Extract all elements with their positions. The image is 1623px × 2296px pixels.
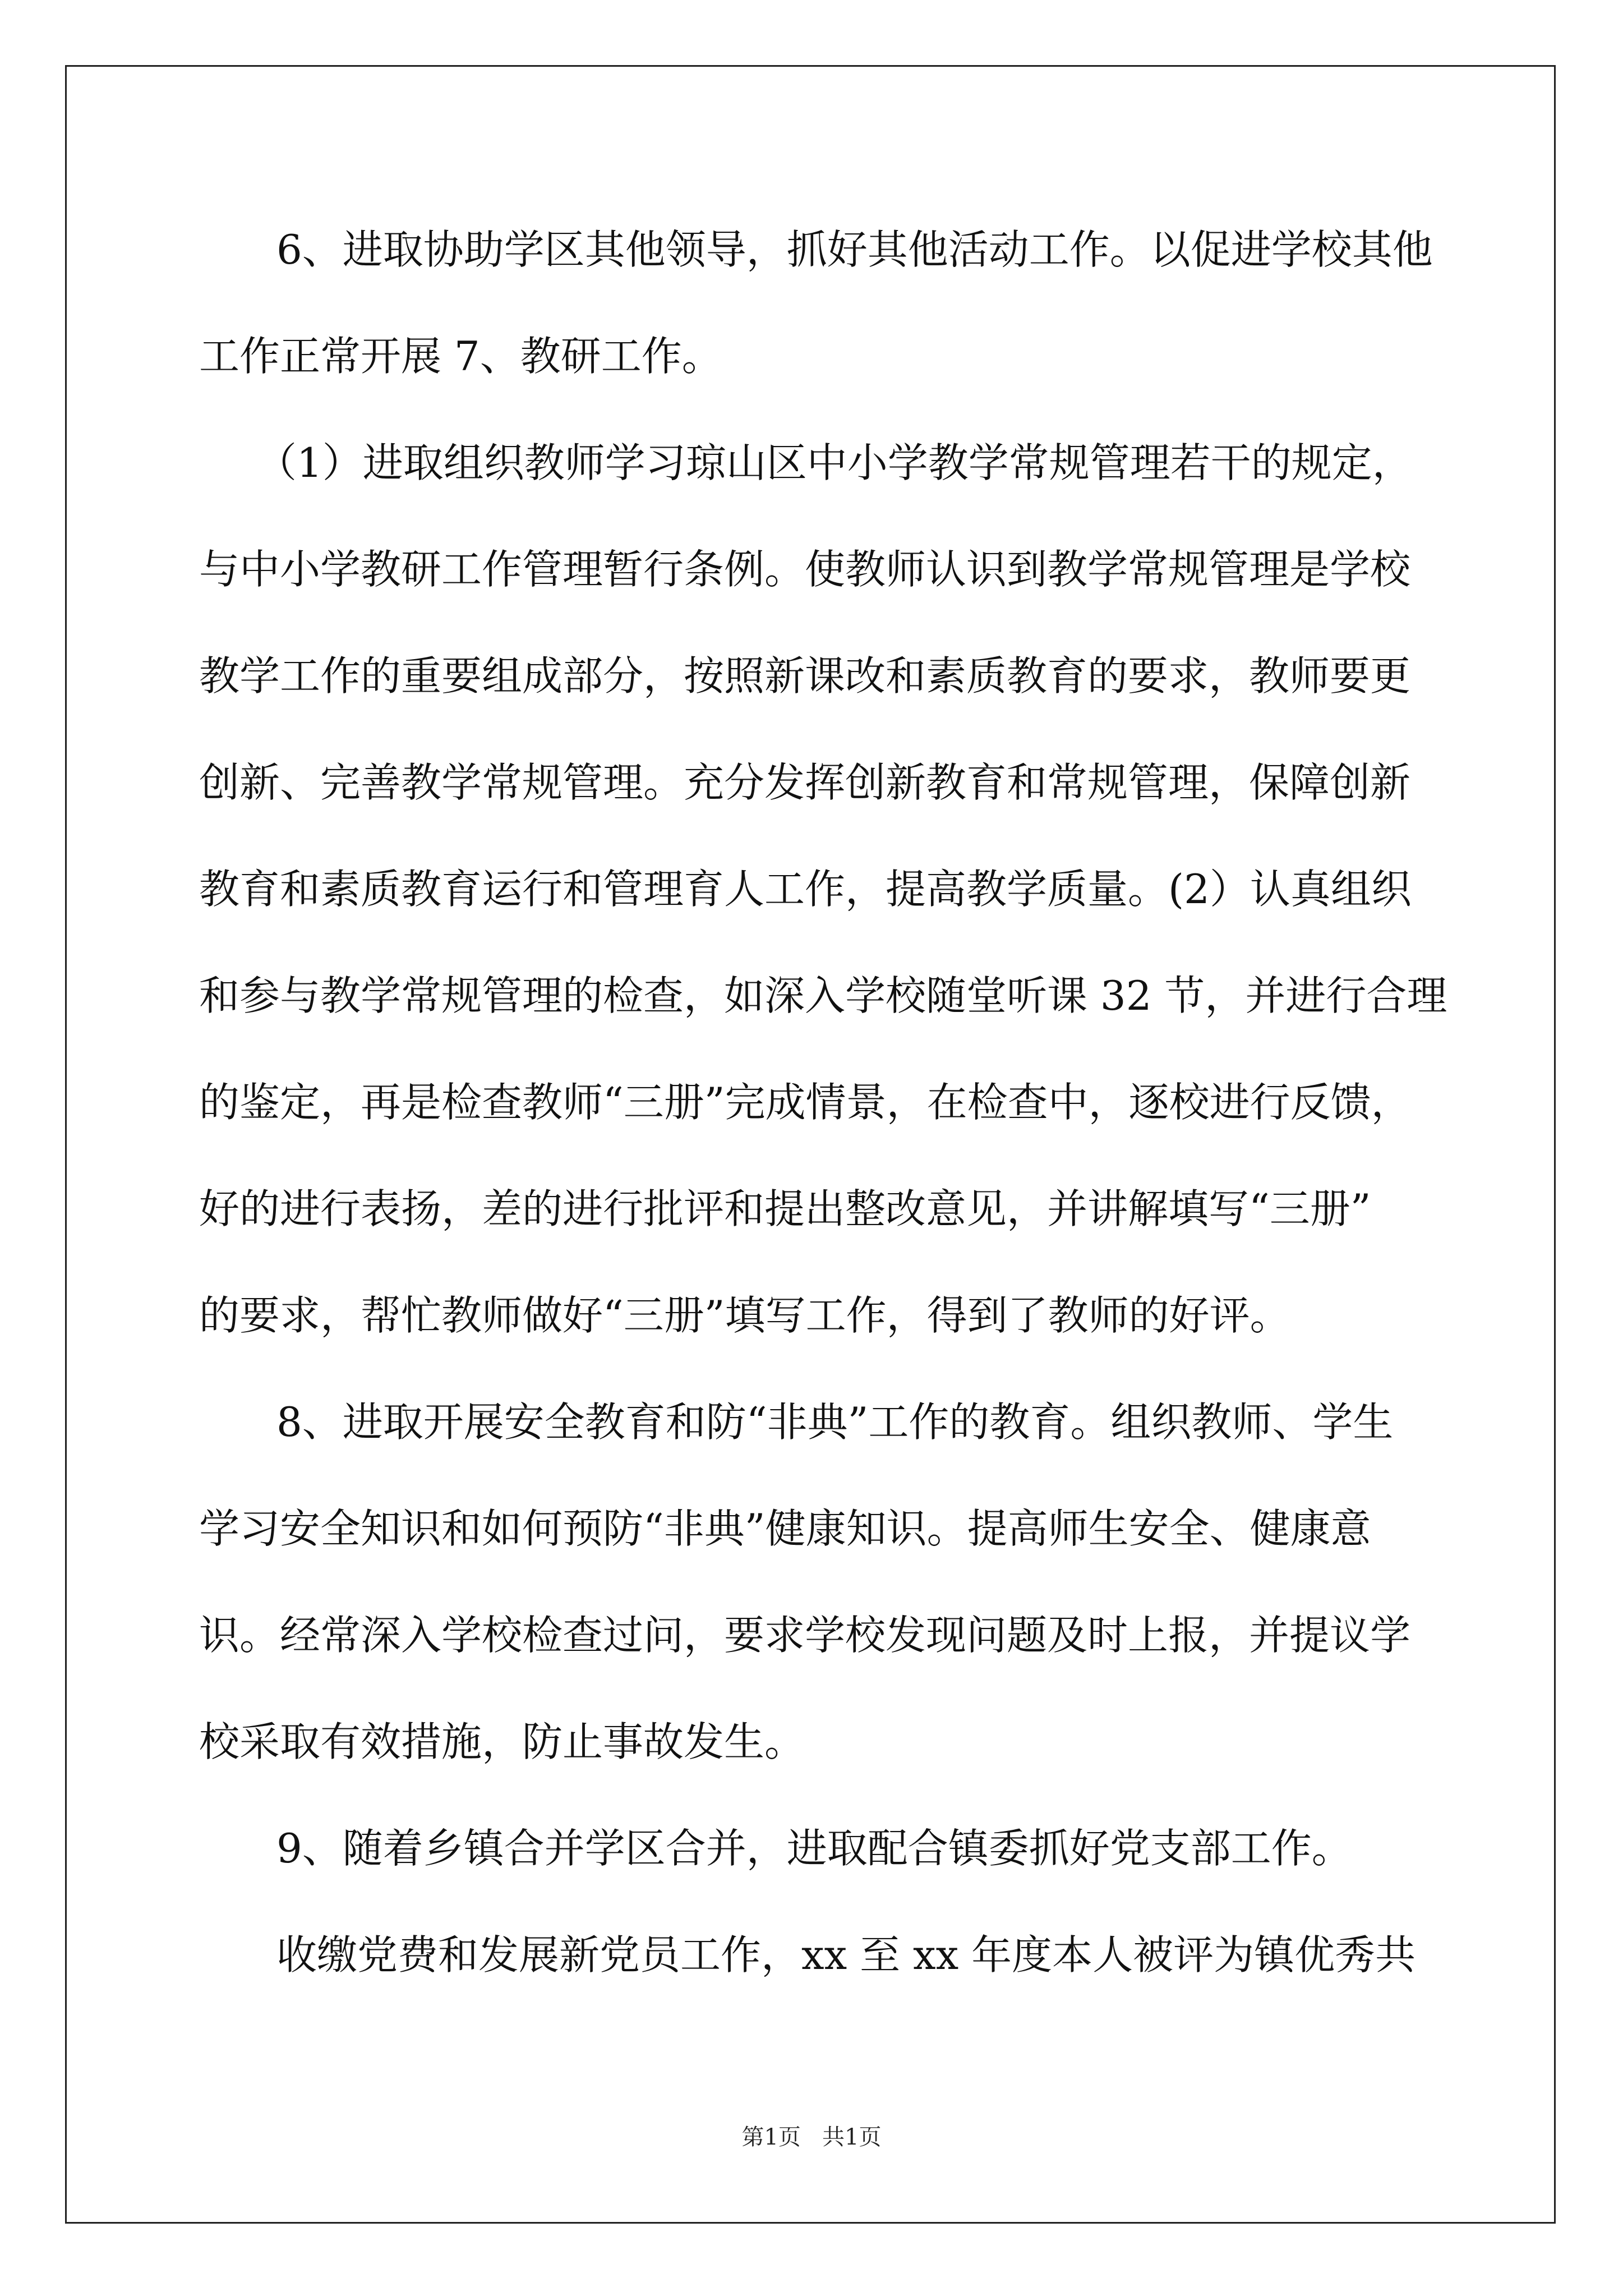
page-number-footer: 第1页 共1页: [741, 2124, 882, 2150]
body-text-line: 收缴党费和发展新党员工作，xx 至 xx 年度本人被评为镇优秀共: [276, 1931, 1416, 1978]
body-text-line: 工作正常开展 7、教研工作。: [199, 333, 722, 380]
body-text-line: （1）进取组织教师学习琼山区中小学教学常规管理若干的规定，: [256, 439, 1413, 486]
body-text-line: 教学工作的重要组成部分，按照新课改和素质教育的要求，教师要更: [199, 652, 1411, 700]
body-text-line: 8、进取开展安全教育和防“非典”工作的教育。组织教师、学生: [276, 1398, 1394, 1446]
body-text-line: 9、随着乡镇合并学区合并，进取配合镇委抓好党支部工作。: [276, 1825, 1352, 1872]
body-text-line: 好的进行表扬，差的进行批评和提出整改意见，并讲解填写“三册”: [199, 1185, 1371, 1232]
page-border: [65, 65, 1556, 2224]
body-text-line: 6、进取协助学区其他领导，抓好其他活动工作。以促进学校其他: [276, 226, 1433, 273]
body-text-line: 的鉴定，再是检查教师“三册”完成情景，在检查中，逐校进行反馈，: [199, 1079, 1412, 1126]
body-text-line: 识。经常深入学校检查过问，要求学校发现问题及时上报，并提议学: [199, 1612, 1411, 1659]
body-text-line: 校采取有效措施，防止事故发生。: [199, 1718, 805, 1765]
body-text-line: 与中小学教研工作管理暂行条例。使教师认识到教学常规管理是学校: [199, 546, 1411, 593]
body-text-line: 教育和素质教育运行和管理育人工作，提高教学质量。(2）认真组织: [199, 866, 1412, 913]
body-text-line: 创新、完善教学常规管理。充分发挥创新教育和常规管理，保障创新: [199, 759, 1411, 806]
body-text-line: 和参与教学常规管理的检查，如深入学校随堂听课 32 节，并进行合理: [199, 972, 1447, 1019]
body-text-line: 学习安全知识和如何预防“非典”健康知识。提高师生安全、健康意: [199, 1505, 1371, 1552]
body-text-line: 的要求，帮忙教师做好“三册”填写工作，得到了教师的好评。: [199, 1292, 1290, 1339]
